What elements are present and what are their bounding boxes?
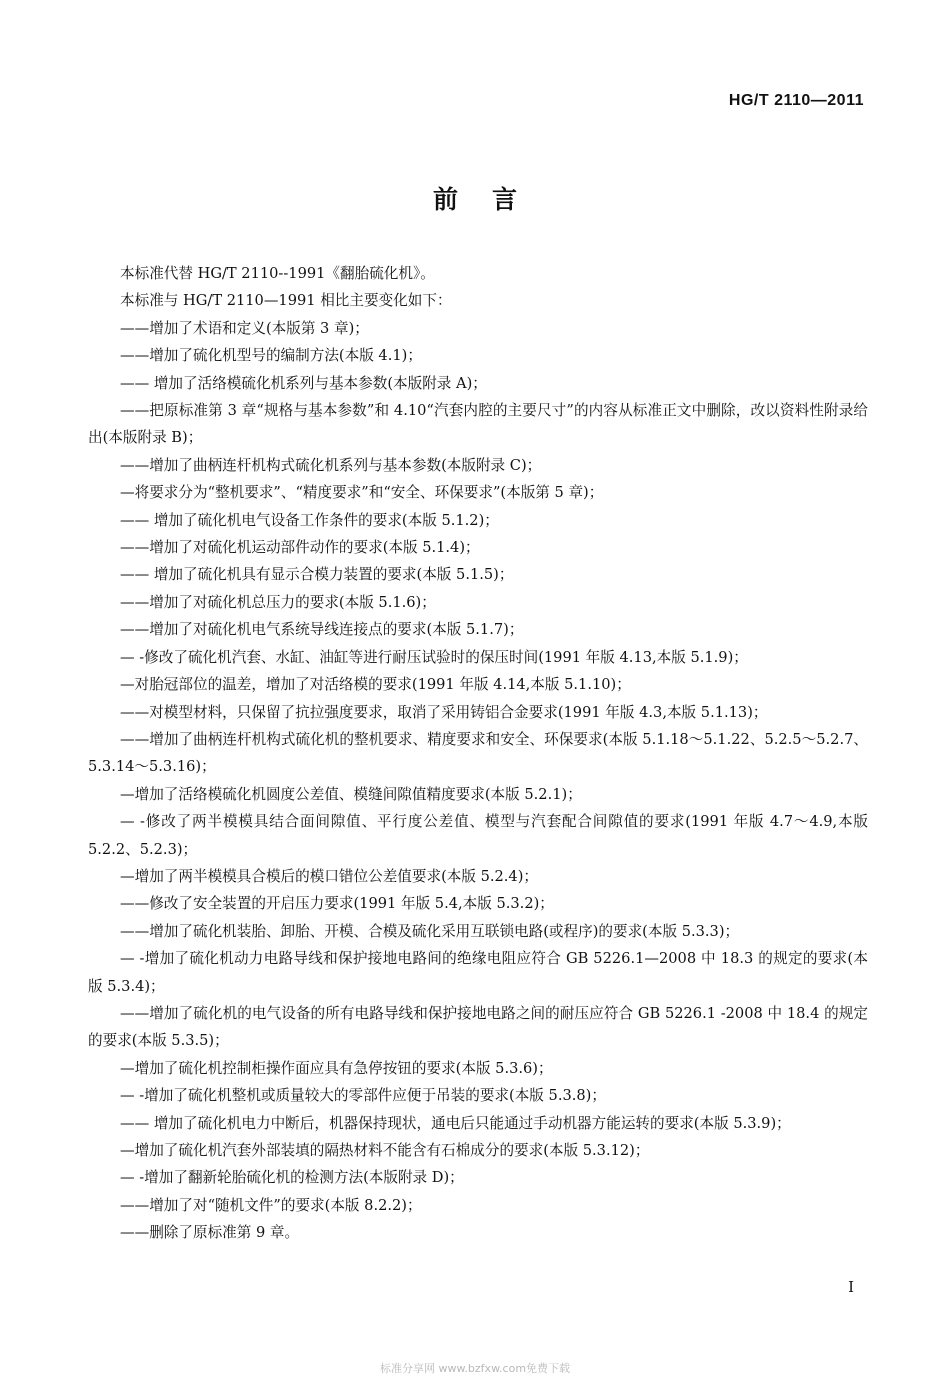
list-item: — -修改了两半模模具结合面间隙值、平行度公差值、模型与汽套配合间隙值的要求(1991 年版 4.7～4.9,本版 5.2.2、5.2.3)；: [88, 813, 868, 858]
list-item: —将要求分为“整机要求”、“精度要求”和“安全、环保要求”(本版第 5 章)；: [120, 484, 604, 502]
list-item: —对胎冠部位的温差，增加了对活络模的要求(1991 年版 4.14,本版 5.1.10)；: [120, 676, 631, 694]
list-item: ——增加了对“随机文件”的要求(本版 8.2.2)；: [120, 1196, 422, 1214]
list-item: — -修改了硫化机汽套、水缸、油缸等进行耐压试验时的保压时间(1991 年版 4.13,本版 5.1.9)；: [120, 648, 748, 666]
list-item: ——增加了曲柄连杆机构式硫化机的整机要求、精度要求和安全、环保要求(本版 5.1.18～5.1.22、5.2.5～5.2.7、5.3.14～5.3.16)；: [88, 730, 868, 776]
watermark: 标准分享网 www.bzfxw.com免费下载: [379, 1362, 571, 1375]
list-item: ——增加了硫化机的电气设备的所有电路导线和保护接地电路之间的耐压应符合 GB 5226.1 -2008 中 18.4 的规定的要求(本版 5.3.5)；: [88, 1004, 868, 1050]
document-body: [88, 260, 868, 1247]
list-item: ——对模型材料，只保留了抗拉强度要求，取消了采用铸铝合金要求(1991 年版 4.3,本版 5.1.13)；: [120, 703, 768, 721]
list-item: —— 增加了硫化机具有显示合模力装置的要求(本版 5.1.5)；: [120, 566, 514, 584]
list-item: ——增加了硫化机型号的编制方法(本版 4.1)；: [120, 347, 422, 365]
list-item: —增加了两半模模具合模后的模口错位公差值要求(本版 5.2.4)；: [120, 867, 539, 885]
list-item: ——增加了术语和定义(本版第 3 章)；: [120, 319, 369, 337]
standard-code: HG/T 2110—2011: [728, 92, 864, 109]
list-item: — -增加了硫化机整机或质量较大的零部件应便于吊装的要求(本版 5.3.8)；: [120, 1087, 606, 1105]
list-item: —增加了活络模硫化机圆度公差值、模缝间隙值精度要求(本版 5.2.1)；: [120, 785, 582, 803]
list-item: —— 增加了硫化机电力中断后，机器保持现状，通电后只能通过手动机器方能运转的要求(本版 5.3.9)；: [120, 1114, 791, 1132]
paragraph: 本标准代替 HG/T 2110--1991《翻胎硫化机》。: [120, 265, 435, 282]
page-title: 前言: [432, 185, 551, 214]
list-item: ——增加了对硫化机电气系统导线连接点的要求(本版 5.1.7)；: [120, 621, 524, 639]
list-item: ——删除了原标准第 9 章。: [120, 1224, 300, 1242]
list-item: ——增加了硫化机装胎、卸胎、开模、合模及硫化采用互联锁电路(或程序)的要求(本版 5.3.3)；: [120, 922, 740, 940]
list-item: —增加了硫化机汽套外部装填的隔热材料不能含有石棉成分的要求(本版 5.3.12)；: [120, 1142, 650, 1159]
list-item: —增加了硫化机控制柜操作面应具有急停按钮的要求(本版 5.3.6)；: [120, 1059, 553, 1077]
list-item: ——增加了对硫化机总压力的要求(本版 5.1.6)；: [120, 593, 436, 611]
list-item: —— 增加了硫化机电气设备工作条件的要求(本版 5.1.2)；: [120, 511, 499, 529]
paragraph: 本标准与 HG/T 2110—1991 相比主要变化如下：: [120, 292, 452, 310]
list-item: — -增加了硫化机动力电路导线和保护接地电路间的绝缘电阻应符合 GB 5226.1—2008 中 18.3 的规定的要求(本版 5.3.4)；: [88, 950, 868, 995]
list-item: ——增加了曲柄连杆机构式硫化机系列与基本参数(本版附录 C)；: [120, 456, 542, 474]
page-number: I: [848, 1278, 854, 1296]
list-item: ——修改了安全装置的开启压力要求(1991 年版 5.4,本版 5.3.2)；: [120, 895, 554, 913]
list-item: ——增加了对硫化机运动部件动作的要求(本版 5.1.4)；: [120, 539, 480, 557]
list-item: —— 增加了活络模硫化机系列与基本参数(本版附录 A)；: [120, 374, 487, 392]
list-item: — -增加了翻新轮胎硫化机的检测方法(本版附录 D)；: [120, 1169, 464, 1187]
list-item: ——把原标准第 3 章“规格与基本参数”和 4.10“汽套内腔的主要尺寸”的内容从标准正文中删除，改以资料性附录给出(本版附录 B)；: [88, 402, 868, 447]
